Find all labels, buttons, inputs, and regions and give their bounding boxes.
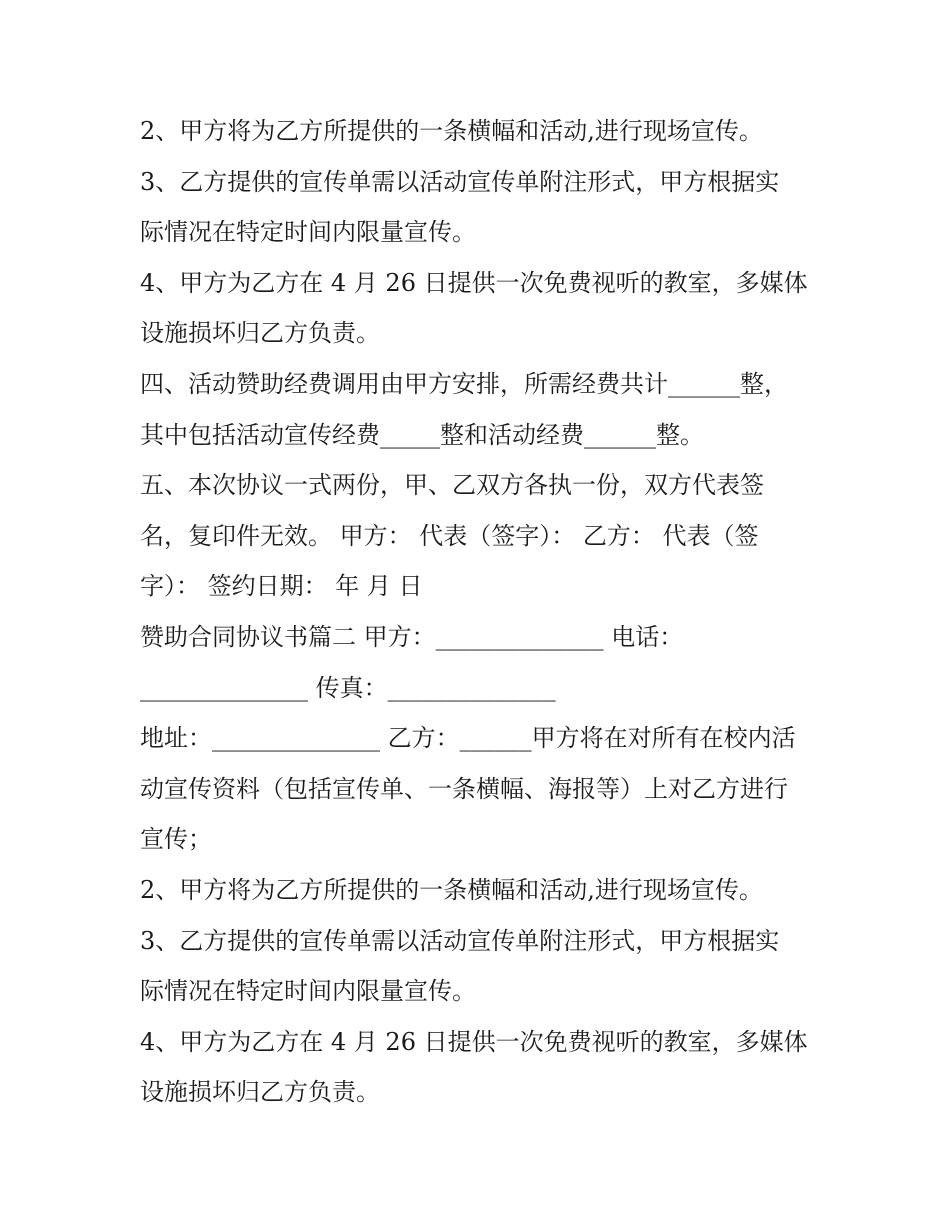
text-line: 3、乙方提供的宣传单需以活动宣传单附注形式，甲方根据实 bbox=[140, 167, 780, 196]
text-line: 四、活动赞助经费调用由甲方安排，所需经费共计______整， bbox=[140, 369, 788, 398]
text-line: 3、乙方提供的宣传单需以活动宣传单附注形式，甲方根据实 bbox=[140, 926, 780, 955]
text-line: 字）： 签约日期： 年 月 日 bbox=[140, 572, 423, 601]
text-line: 五、本次协议一式两份，甲、乙双方各执一份，双方代表签 bbox=[140, 471, 764, 500]
text-line: 际情况在特定时间内限量宣传。 bbox=[140, 218, 476, 247]
text-line: 动宣传资料（包括宣传单、一条横幅、海报等）上对乙方进行 bbox=[140, 774, 788, 803]
text-line: 地址：______________ 乙方：______甲方将在对所有在校内活 bbox=[140, 724, 796, 753]
text-line: 其中包括活动宣传经费_____整和活动经费______整。 bbox=[140, 420, 704, 449]
text-line: 赞助合同协议书篇二 甲方：______________ 电话： bbox=[140, 622, 684, 651]
text-line: 2、甲方将为乙方所提供的一条横幅和活动,进行现场宣传。 bbox=[140, 875, 763, 904]
document-body bbox=[140, 106, 820, 1118]
text-line: 宣传； bbox=[140, 825, 212, 854]
text-line: 际情况在特定时间内限量宣传。 bbox=[140, 977, 476, 1006]
text-line: 名，复印件无效。 甲方： 代表（签字）： 乙方： 代表（签 bbox=[140, 521, 759, 550]
text-line: 4、甲方为乙方在 4 月 26 日提供一次免费视听的教室，多媒体 bbox=[140, 268, 808, 297]
text-line: 设施损坏归乙方负责。 bbox=[140, 319, 380, 348]
text-line: 设施损坏归乙方负责。 bbox=[140, 1078, 380, 1107]
text-line: 4、甲方为乙方在 4 月 26 日提供一次免费视听的教室，多媒体 bbox=[140, 1027, 808, 1056]
text-line: ______________ 传真：______________ bbox=[140, 673, 556, 702]
text-line: 2、甲方将为乙方所提供的一条横幅和活动,进行现场宣传。 bbox=[140, 117, 763, 145]
